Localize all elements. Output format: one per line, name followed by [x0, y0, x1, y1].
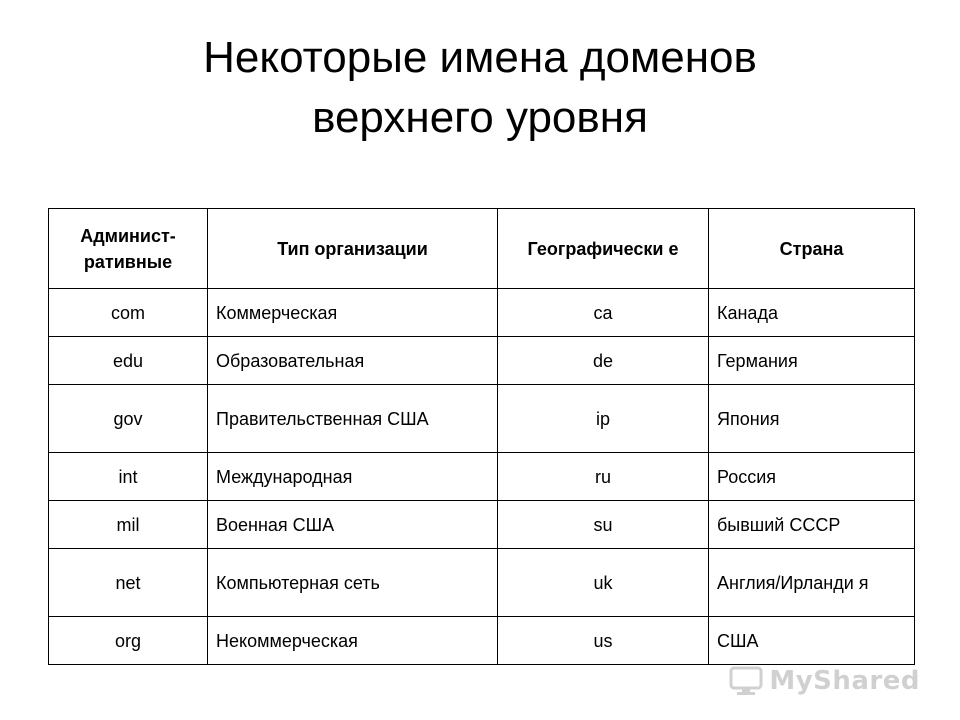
- cell-type: Некоммерческая: [208, 617, 498, 665]
- cell-country: Германия: [709, 337, 915, 385]
- domain-table: [48, 208, 915, 665]
- cell-geo: de: [498, 337, 709, 385]
- slide-title: [0, 28, 960, 148]
- cell-admin: int: [49, 453, 208, 501]
- monitor-icon: [729, 666, 763, 696]
- cell-type: Компьютерная сеть: [208, 549, 498, 617]
- cell-country: Англия/Ирланди я: [709, 549, 915, 617]
- cell-type: Правительственная США: [208, 385, 498, 453]
- cell-type: Коммерческая: [208, 289, 498, 337]
- table-row: [49, 617, 915, 665]
- cell-admin: net: [49, 549, 208, 617]
- header-geo: Географически е: [498, 209, 709, 289]
- watermark: [729, 666, 920, 696]
- table-row: [49, 453, 915, 501]
- table-header-row: [49, 209, 915, 289]
- table-row: [49, 337, 915, 385]
- cell-country: бывший СССР: [709, 501, 915, 549]
- cell-geo: su: [498, 501, 709, 549]
- table-row: [49, 289, 915, 337]
- cell-geo: ru: [498, 453, 709, 501]
- cell-geo: us: [498, 617, 709, 665]
- cell-type: Международная: [208, 453, 498, 501]
- table-row: [49, 549, 915, 617]
- table-row: [49, 501, 915, 549]
- cell-country: Канада: [709, 289, 915, 337]
- cell-admin: gov: [49, 385, 208, 453]
- header-country: Страна: [709, 209, 915, 289]
- cell-admin: mil: [49, 501, 208, 549]
- slide-title-line-2: верхнего уровня: [312, 93, 648, 142]
- header-admin: Админист-ративные: [49, 209, 208, 289]
- cell-country: США: [709, 617, 915, 665]
- watermark-text: MyShared: [769, 666, 920, 696]
- cell-admin: com: [49, 289, 208, 337]
- cell-geo: uk: [498, 549, 709, 617]
- cell-type: Военная США: [208, 501, 498, 549]
- cell-admin: edu: [49, 337, 208, 385]
- cell-geo: ca: [498, 289, 709, 337]
- cell-geo: ip: [498, 385, 709, 453]
- cell-country: Япония: [709, 385, 915, 453]
- header-type: Тип организации: [208, 209, 498, 289]
- cell-admin: org: [49, 617, 208, 665]
- slide-title-line-1: Некоторые имена доменов: [203, 33, 757, 82]
- cell-country: Россия: [709, 453, 915, 501]
- table-row: [49, 385, 915, 453]
- cell-type: Образовательная: [208, 337, 498, 385]
